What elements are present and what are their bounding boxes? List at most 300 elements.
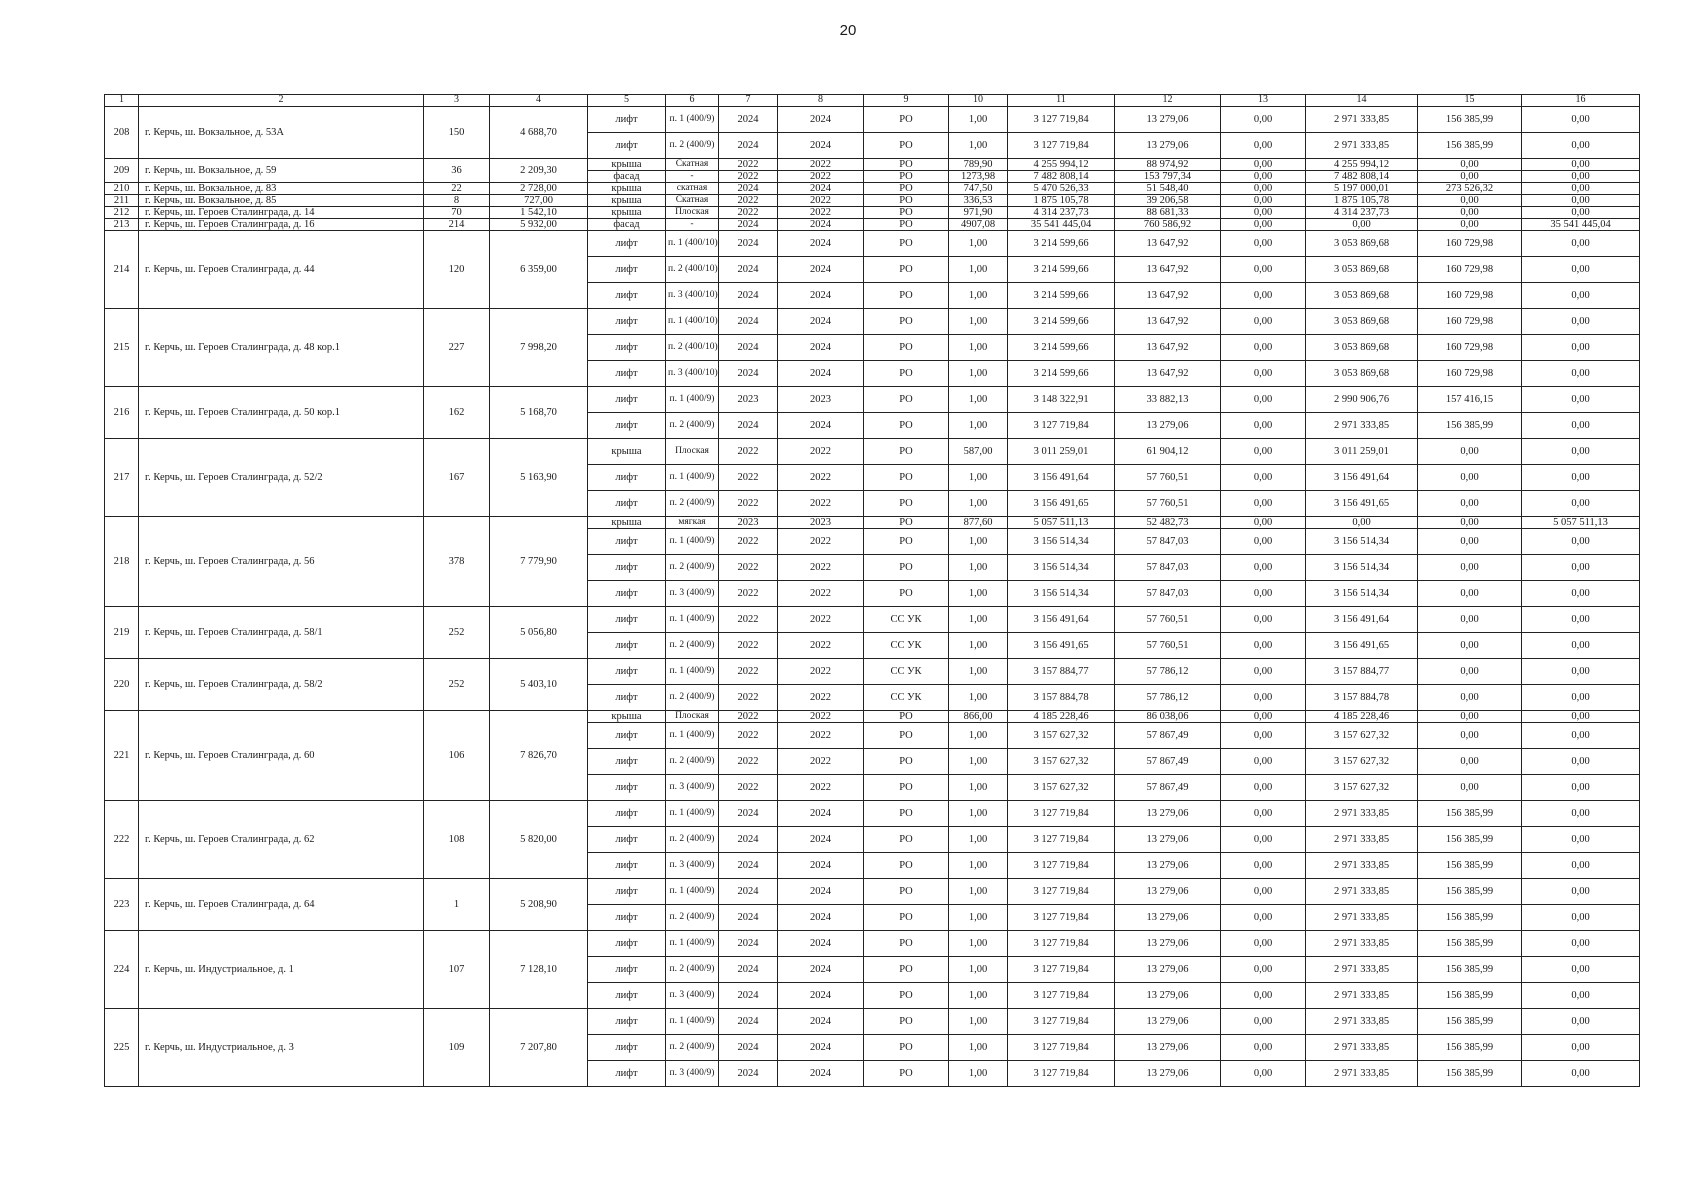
regional-cell: 4 314 237,73: [1306, 207, 1418, 219]
federal-cell: 0,00: [1221, 171, 1306, 183]
year-end-cell: 2022: [778, 633, 864, 659]
area-cell: 7 826,70: [490, 711, 588, 801]
element-cell: лифт: [588, 1009, 666, 1035]
year-start-cell: 2024: [719, 879, 778, 905]
federal-cell: 0,00: [1221, 853, 1306, 879]
owners-cell: 0,00: [1522, 133, 1640, 159]
local-cell: 157 416,15: [1418, 387, 1522, 413]
year-end-cell: 2024: [778, 879, 864, 905]
federal-cell: 0,00: [1221, 465, 1306, 491]
owners-cell: 0,00: [1522, 413, 1640, 439]
total-cost-cell: 3 214 599,66: [1008, 335, 1115, 361]
year-start-cell: 2024: [719, 183, 778, 195]
regional-cell: 2 971 333,85: [1306, 133, 1418, 159]
local-cell: 156 385,99: [1418, 983, 1522, 1009]
element-cell: крыша: [588, 517, 666, 529]
federal-cell: 0,00: [1221, 1009, 1306, 1035]
volume-cell: 1,00: [949, 491, 1008, 517]
federal-cell: 0,00: [1221, 257, 1306, 283]
column-header: 7: [719, 95, 778, 107]
year-end-cell: 2024: [778, 283, 864, 309]
year-start-cell: 2024: [719, 133, 778, 159]
element-cell: лифт: [588, 107, 666, 133]
address-cell: г. Керчь, ш. Вокзальное, д. 59: [139, 159, 424, 183]
volume-cell: 587,00: [949, 439, 1008, 465]
page-number: 20: [839, 22, 857, 39]
year-start-cell: 2022: [719, 607, 778, 633]
column-header: 8: [778, 95, 864, 107]
year-start-cell: 2022: [719, 207, 778, 219]
total-cost-cell: 3 127 719,84: [1008, 905, 1115, 931]
type-cell: п. 2 (400/9): [666, 633, 719, 659]
area-cell: 5 208,90: [490, 879, 588, 931]
year-end-cell: 2024: [778, 957, 864, 983]
regional-cell: 0,00: [1306, 219, 1418, 231]
apartments-cell: 167: [424, 439, 490, 517]
owners-cell: 0,00: [1522, 439, 1640, 465]
element-cell: лифт: [588, 257, 666, 283]
table-row: [105, 607, 1640, 633]
year-end-cell: 2024: [778, 1035, 864, 1061]
type-cell: п. 2 (400/10): [666, 335, 719, 361]
regional-cell: 3 156 491,65: [1306, 491, 1418, 517]
apartments-cell: 70: [424, 207, 490, 219]
fund-cell: РО: [864, 749, 949, 775]
regional-cell: 2 971 333,85: [1306, 931, 1418, 957]
federal-cell: 0,00: [1221, 775, 1306, 801]
regional-cell: 3 157 627,32: [1306, 749, 1418, 775]
fund-cell: РО: [864, 775, 949, 801]
fund-cell: РО: [864, 827, 949, 853]
local-cell: 156 385,99: [1418, 879, 1522, 905]
apartments-cell: 162: [424, 387, 490, 439]
table-row: [105, 159, 1640, 171]
area-cell: 5 932,00: [490, 219, 588, 231]
regional-cell: 3 156 491,64: [1306, 465, 1418, 491]
fund-cell: РО: [864, 1009, 949, 1035]
year-start-cell: 2024: [719, 983, 778, 1009]
area-cell: 4 688,70: [490, 107, 588, 159]
owners-cell: 0,00: [1522, 309, 1640, 335]
type-cell: п. 2 (400/9): [666, 749, 719, 775]
year-start-cell: 2024: [719, 931, 778, 957]
element-cell: лифт: [588, 879, 666, 905]
local-cell: 0,00: [1418, 219, 1522, 231]
address-cell: г. Керчь, ш. Индустриальное, д. 3: [139, 1009, 424, 1087]
type-cell: п. 1 (400/9): [666, 723, 719, 749]
type-cell: п. 2 (400/9): [666, 685, 719, 711]
owners-cell: 0,00: [1522, 159, 1640, 171]
total-cost-cell: 3 148 322,91: [1008, 387, 1115, 413]
owners-cell: 0,00: [1522, 361, 1640, 387]
volume-cell: 1273,98: [949, 171, 1008, 183]
total-cost-cell: 3 214 599,66: [1008, 361, 1115, 387]
fund-cell: РО: [864, 171, 949, 183]
fund-cell: РО: [864, 529, 949, 555]
total-cost-cell: 3 127 719,84: [1008, 1035, 1115, 1061]
local-cell: 0,00: [1418, 581, 1522, 607]
area-cell: 5 163,90: [490, 439, 588, 517]
column-header: 13: [1221, 95, 1306, 107]
unit-cost-cell: 13 279,06: [1115, 413, 1221, 439]
element-cell: крыша: [588, 159, 666, 171]
federal-cell: 0,00: [1221, 183, 1306, 195]
volume-cell: 1,00: [949, 931, 1008, 957]
volume-cell: 1,00: [949, 529, 1008, 555]
federal-cell: 0,00: [1221, 1061, 1306, 1087]
column-header: 5: [588, 95, 666, 107]
element-cell: лифт: [588, 283, 666, 309]
type-cell: п. 3 (400/9): [666, 1061, 719, 1087]
type-cell: п. 1 (400/9): [666, 387, 719, 413]
regional-cell: 2 971 333,85: [1306, 983, 1418, 1009]
total-cost-cell: 3 127 719,84: [1008, 801, 1115, 827]
unit-cost-cell: 13 279,06: [1115, 957, 1221, 983]
owners-cell: 0,00: [1522, 879, 1640, 905]
regional-cell: 3 156 514,34: [1306, 581, 1418, 607]
owners-cell: 0,00: [1522, 555, 1640, 581]
owners-cell: 0,00: [1522, 1009, 1640, 1035]
year-end-cell: 2022: [778, 195, 864, 207]
apartments-cell: 106: [424, 711, 490, 801]
federal-cell: 0,00: [1221, 685, 1306, 711]
unit-cost-cell: 13 647,92: [1115, 335, 1221, 361]
year-end-cell: 2024: [778, 231, 864, 257]
column-header: 15: [1418, 95, 1522, 107]
fund-cell: СС УК: [864, 685, 949, 711]
total-cost-cell: 3 157 627,32: [1008, 723, 1115, 749]
volume-cell: 1,00: [949, 107, 1008, 133]
unit-cost-cell: 57 786,12: [1115, 659, 1221, 685]
local-cell: 0,00: [1418, 529, 1522, 555]
element-cell: крыша: [588, 195, 666, 207]
year-start-cell: 2024: [719, 257, 778, 283]
address-cell: г. Керчь, ш. Героев Сталинграда, д. 58/1: [139, 607, 424, 659]
year-start-cell: 2022: [719, 775, 778, 801]
apartments-cell: 227: [424, 309, 490, 387]
federal-cell: 0,00: [1221, 801, 1306, 827]
address-cell: г. Керчь, ш. Вокзальное, д. 53А: [139, 107, 424, 159]
local-cell: 0,00: [1418, 555, 1522, 581]
fund-cell: РО: [864, 581, 949, 607]
owners-cell: 0,00: [1522, 749, 1640, 775]
table-row: [105, 195, 1640, 207]
element-cell: лифт: [588, 231, 666, 257]
local-cell: 160 729,98: [1418, 309, 1522, 335]
column-header: 16: [1522, 95, 1640, 107]
volume-cell: 1,00: [949, 659, 1008, 685]
row-number-cell: 218: [105, 517, 139, 607]
owners-cell: 0,00: [1522, 685, 1640, 711]
total-cost-cell: 3 127 719,84: [1008, 983, 1115, 1009]
element-cell: лифт: [588, 659, 666, 685]
type-cell: п. 3 (400/9): [666, 581, 719, 607]
federal-cell: 0,00: [1221, 749, 1306, 775]
year-end-cell: 2023: [778, 387, 864, 413]
fund-cell: СС УК: [864, 607, 949, 633]
volume-cell: 1,00: [949, 231, 1008, 257]
element-cell: лифт: [588, 491, 666, 517]
federal-cell: 0,00: [1221, 309, 1306, 335]
year-start-cell: 2022: [719, 685, 778, 711]
unit-cost-cell: 13 279,06: [1115, 827, 1221, 853]
owners-cell: 0,00: [1522, 775, 1640, 801]
fund-cell: РО: [864, 905, 949, 931]
column-header: 11: [1008, 95, 1115, 107]
total-cost-cell: 3 156 491,65: [1008, 491, 1115, 517]
volume-cell: 1,00: [949, 1009, 1008, 1035]
owners-cell: 5 057 511,13: [1522, 517, 1640, 529]
year-start-cell: 2022: [719, 465, 778, 491]
unit-cost-cell: 153 797,34: [1115, 171, 1221, 183]
type-cell: п. 2 (400/9): [666, 491, 719, 517]
fund-cell: РО: [864, 517, 949, 529]
fund-cell: РО: [864, 801, 949, 827]
address-cell: г. Керчь, ш. Героев Сталинграда, д. 56: [139, 517, 424, 607]
column-header: 2: [139, 95, 424, 107]
year-end-cell: 2024: [778, 183, 864, 195]
row-number-cell: 223: [105, 879, 139, 931]
row-number-cell: 213: [105, 219, 139, 231]
federal-cell: 0,00: [1221, 529, 1306, 555]
fund-cell: РО: [864, 957, 949, 983]
year-end-cell: 2022: [778, 607, 864, 633]
year-end-cell: 2024: [778, 219, 864, 231]
element-cell: фасад: [588, 171, 666, 183]
type-cell: п. 2 (400/9): [666, 905, 719, 931]
area-cell: 7 128,10: [490, 931, 588, 1009]
total-cost-cell: 4 314 237,73: [1008, 207, 1115, 219]
local-cell: 156 385,99: [1418, 1061, 1522, 1087]
element-cell: лифт: [588, 957, 666, 983]
federal-cell: 0,00: [1221, 879, 1306, 905]
year-start-cell: 2024: [719, 283, 778, 309]
total-cost-cell: 3 156 514,34: [1008, 529, 1115, 555]
table-row: [105, 207, 1640, 219]
regional-cell: 5 197 000,01: [1306, 183, 1418, 195]
regional-cell: 3 053 869,68: [1306, 257, 1418, 283]
federal-cell: 0,00: [1221, 207, 1306, 219]
year-start-cell: 2022: [719, 159, 778, 171]
table-row: [105, 183, 1640, 195]
row-number-cell: 220: [105, 659, 139, 711]
volume-cell: 866,00: [949, 711, 1008, 723]
row-number-cell: 214: [105, 231, 139, 309]
regional-cell: 3 157 884,78: [1306, 685, 1418, 711]
element-cell: лифт: [588, 853, 666, 879]
column-header: 14: [1306, 95, 1418, 107]
area-cell: 5 056,80: [490, 607, 588, 659]
row-number-cell: 211: [105, 195, 139, 207]
fund-cell: РО: [864, 439, 949, 465]
volume-cell: 1,00: [949, 685, 1008, 711]
volume-cell: 1,00: [949, 133, 1008, 159]
year-end-cell: 2022: [778, 775, 864, 801]
regional-cell: 3 053 869,68: [1306, 231, 1418, 257]
regional-cell: 3 053 869,68: [1306, 283, 1418, 309]
row-number-cell: 210: [105, 183, 139, 195]
local-cell: 156 385,99: [1418, 1009, 1522, 1035]
apartments-cell: 109: [424, 1009, 490, 1087]
federal-cell: 0,00: [1221, 517, 1306, 529]
apartments-cell: 1: [424, 879, 490, 931]
unit-cost-cell: 57 847,03: [1115, 581, 1221, 607]
unit-cost-cell: 13 647,92: [1115, 361, 1221, 387]
apartments-cell: 22: [424, 183, 490, 195]
total-cost-cell: 3 156 491,64: [1008, 465, 1115, 491]
total-cost-cell: 3 127 719,84: [1008, 879, 1115, 905]
address-cell: г. Керчь, ш. Индустриальное, д. 1: [139, 931, 424, 1009]
fund-cell: РО: [864, 283, 949, 309]
local-cell: 0,00: [1418, 159, 1522, 171]
table-row: [105, 231, 1640, 257]
volume-cell: 1,00: [949, 633, 1008, 659]
unit-cost-cell: 13 279,06: [1115, 133, 1221, 159]
local-cell: 0,00: [1418, 207, 1522, 219]
federal-cell: 0,00: [1221, 983, 1306, 1009]
element-cell: крыша: [588, 183, 666, 195]
unit-cost-cell: 13 279,06: [1115, 853, 1221, 879]
total-cost-cell: 3 127 719,84: [1008, 413, 1115, 439]
regional-cell: 0,00: [1306, 517, 1418, 529]
regional-cell: 3 157 884,77: [1306, 659, 1418, 685]
type-cell: Плоская: [666, 711, 719, 723]
apartments-cell: 150: [424, 107, 490, 159]
element-cell: лифт: [588, 465, 666, 491]
local-cell: 0,00: [1418, 723, 1522, 749]
unit-cost-cell: 13 279,06: [1115, 1035, 1221, 1061]
volume-cell: 1,00: [949, 387, 1008, 413]
total-cost-cell: 7 482 808,14: [1008, 171, 1115, 183]
owners-cell: 0,00: [1522, 529, 1640, 555]
federal-cell: 0,00: [1221, 335, 1306, 361]
federal-cell: 0,00: [1221, 133, 1306, 159]
year-end-cell: 2024: [778, 413, 864, 439]
year-end-cell: 2022: [778, 171, 864, 183]
total-cost-cell: 4 185 228,46: [1008, 711, 1115, 723]
local-cell: 0,00: [1418, 633, 1522, 659]
capital-repair-table: [104, 94, 1640, 1087]
year-end-cell: 2024: [778, 257, 864, 283]
regional-cell: 2 971 333,85: [1306, 1035, 1418, 1061]
year-end-cell: 2022: [778, 723, 864, 749]
unit-cost-cell: 13 647,92: [1115, 283, 1221, 309]
owners-cell: 0,00: [1522, 257, 1640, 283]
total-cost-cell: 3 011 259,01: [1008, 439, 1115, 465]
year-end-cell: 2022: [778, 659, 864, 685]
total-cost-cell: 3 127 719,84: [1008, 827, 1115, 853]
unit-cost-cell: 86 038,06: [1115, 711, 1221, 723]
local-cell: 156 385,99: [1418, 1035, 1522, 1061]
federal-cell: 0,00: [1221, 723, 1306, 749]
regional-cell: 2 990 906,76: [1306, 387, 1418, 413]
unit-cost-cell: 57 760,51: [1115, 633, 1221, 659]
element-cell: лифт: [588, 685, 666, 711]
regional-cell: 3 156 514,34: [1306, 555, 1418, 581]
year-start-cell: 2024: [719, 801, 778, 827]
local-cell: 0,00: [1418, 685, 1522, 711]
column-header: 10: [949, 95, 1008, 107]
type-cell: -: [666, 219, 719, 231]
owners-cell: 0,00: [1522, 723, 1640, 749]
row-number-cell: 216: [105, 387, 139, 439]
regional-cell: 2 971 333,85: [1306, 107, 1418, 133]
element-cell: лифт: [588, 413, 666, 439]
type-cell: п. 2 (400/9): [666, 555, 719, 581]
owners-cell: 0,00: [1522, 195, 1640, 207]
area-cell: 5 168,70: [490, 387, 588, 439]
type-cell: п. 2 (400/9): [666, 133, 719, 159]
unit-cost-cell: 61 904,12: [1115, 439, 1221, 465]
unit-cost-cell: 57 786,12: [1115, 685, 1221, 711]
table-row: [105, 387, 1640, 413]
year-start-cell: 2022: [719, 171, 778, 183]
year-end-cell: 2022: [778, 555, 864, 581]
volume-cell: 1,00: [949, 1061, 1008, 1087]
owners-cell: 0,00: [1522, 387, 1640, 413]
type-cell: п. 3 (400/9): [666, 983, 719, 1009]
year-start-cell: 2022: [719, 581, 778, 607]
unit-cost-cell: 13 279,06: [1115, 107, 1221, 133]
volume-cell: 1,00: [949, 555, 1008, 581]
federal-cell: 0,00: [1221, 827, 1306, 853]
type-cell: п. 3 (400/10): [666, 283, 719, 309]
fund-cell: РО: [864, 387, 949, 413]
row-number-cell: 208: [105, 107, 139, 159]
regional-cell: 4 185 228,46: [1306, 711, 1418, 723]
row-number-cell: 224: [105, 931, 139, 1009]
type-cell: п. 2 (400/10): [666, 257, 719, 283]
fund-cell: РО: [864, 207, 949, 219]
table-row: [105, 107, 1640, 133]
unit-cost-cell: 13 647,92: [1115, 231, 1221, 257]
table-row: [105, 1009, 1640, 1035]
apartments-cell: 252: [424, 659, 490, 711]
volume-cell: 1,00: [949, 957, 1008, 983]
total-cost-cell: 3 157 884,77: [1008, 659, 1115, 685]
address-cell: г. Керчь, ш. Героев Сталинграда, д. 62: [139, 801, 424, 879]
owners-cell: 0,00: [1522, 335, 1640, 361]
volume-cell: 1,00: [949, 413, 1008, 439]
row-number-cell: 225: [105, 1009, 139, 1087]
owners-cell: 35 541 445,04: [1522, 219, 1640, 231]
volume-cell: 1,00: [949, 853, 1008, 879]
volume-cell: 1,00: [949, 581, 1008, 607]
federal-cell: 0,00: [1221, 159, 1306, 171]
year-end-cell: 2024: [778, 1061, 864, 1087]
volume-cell: 1,00: [949, 879, 1008, 905]
type-cell: п. 1 (400/9): [666, 801, 719, 827]
element-cell: лифт: [588, 775, 666, 801]
owners-cell: 0,00: [1522, 231, 1640, 257]
local-cell: 0,00: [1418, 749, 1522, 775]
owners-cell: 0,00: [1522, 491, 1640, 517]
regional-cell: 4 255 994,12: [1306, 159, 1418, 171]
owners-cell: 0,00: [1522, 827, 1640, 853]
element-cell: лифт: [588, 723, 666, 749]
column-header: 1: [105, 95, 139, 107]
type-cell: Плоская: [666, 439, 719, 465]
unit-cost-cell: 39 206,58: [1115, 195, 1221, 207]
unit-cost-cell: 13 279,06: [1115, 1009, 1221, 1035]
volume-cell: 1,00: [949, 723, 1008, 749]
unit-cost-cell: 13 279,06: [1115, 905, 1221, 931]
year-end-cell: 2024: [778, 983, 864, 1009]
owners-cell: 0,00: [1522, 1061, 1640, 1087]
federal-cell: 0,00: [1221, 195, 1306, 207]
volume-cell: 4907,08: [949, 219, 1008, 231]
element-cell: лифт: [588, 529, 666, 555]
